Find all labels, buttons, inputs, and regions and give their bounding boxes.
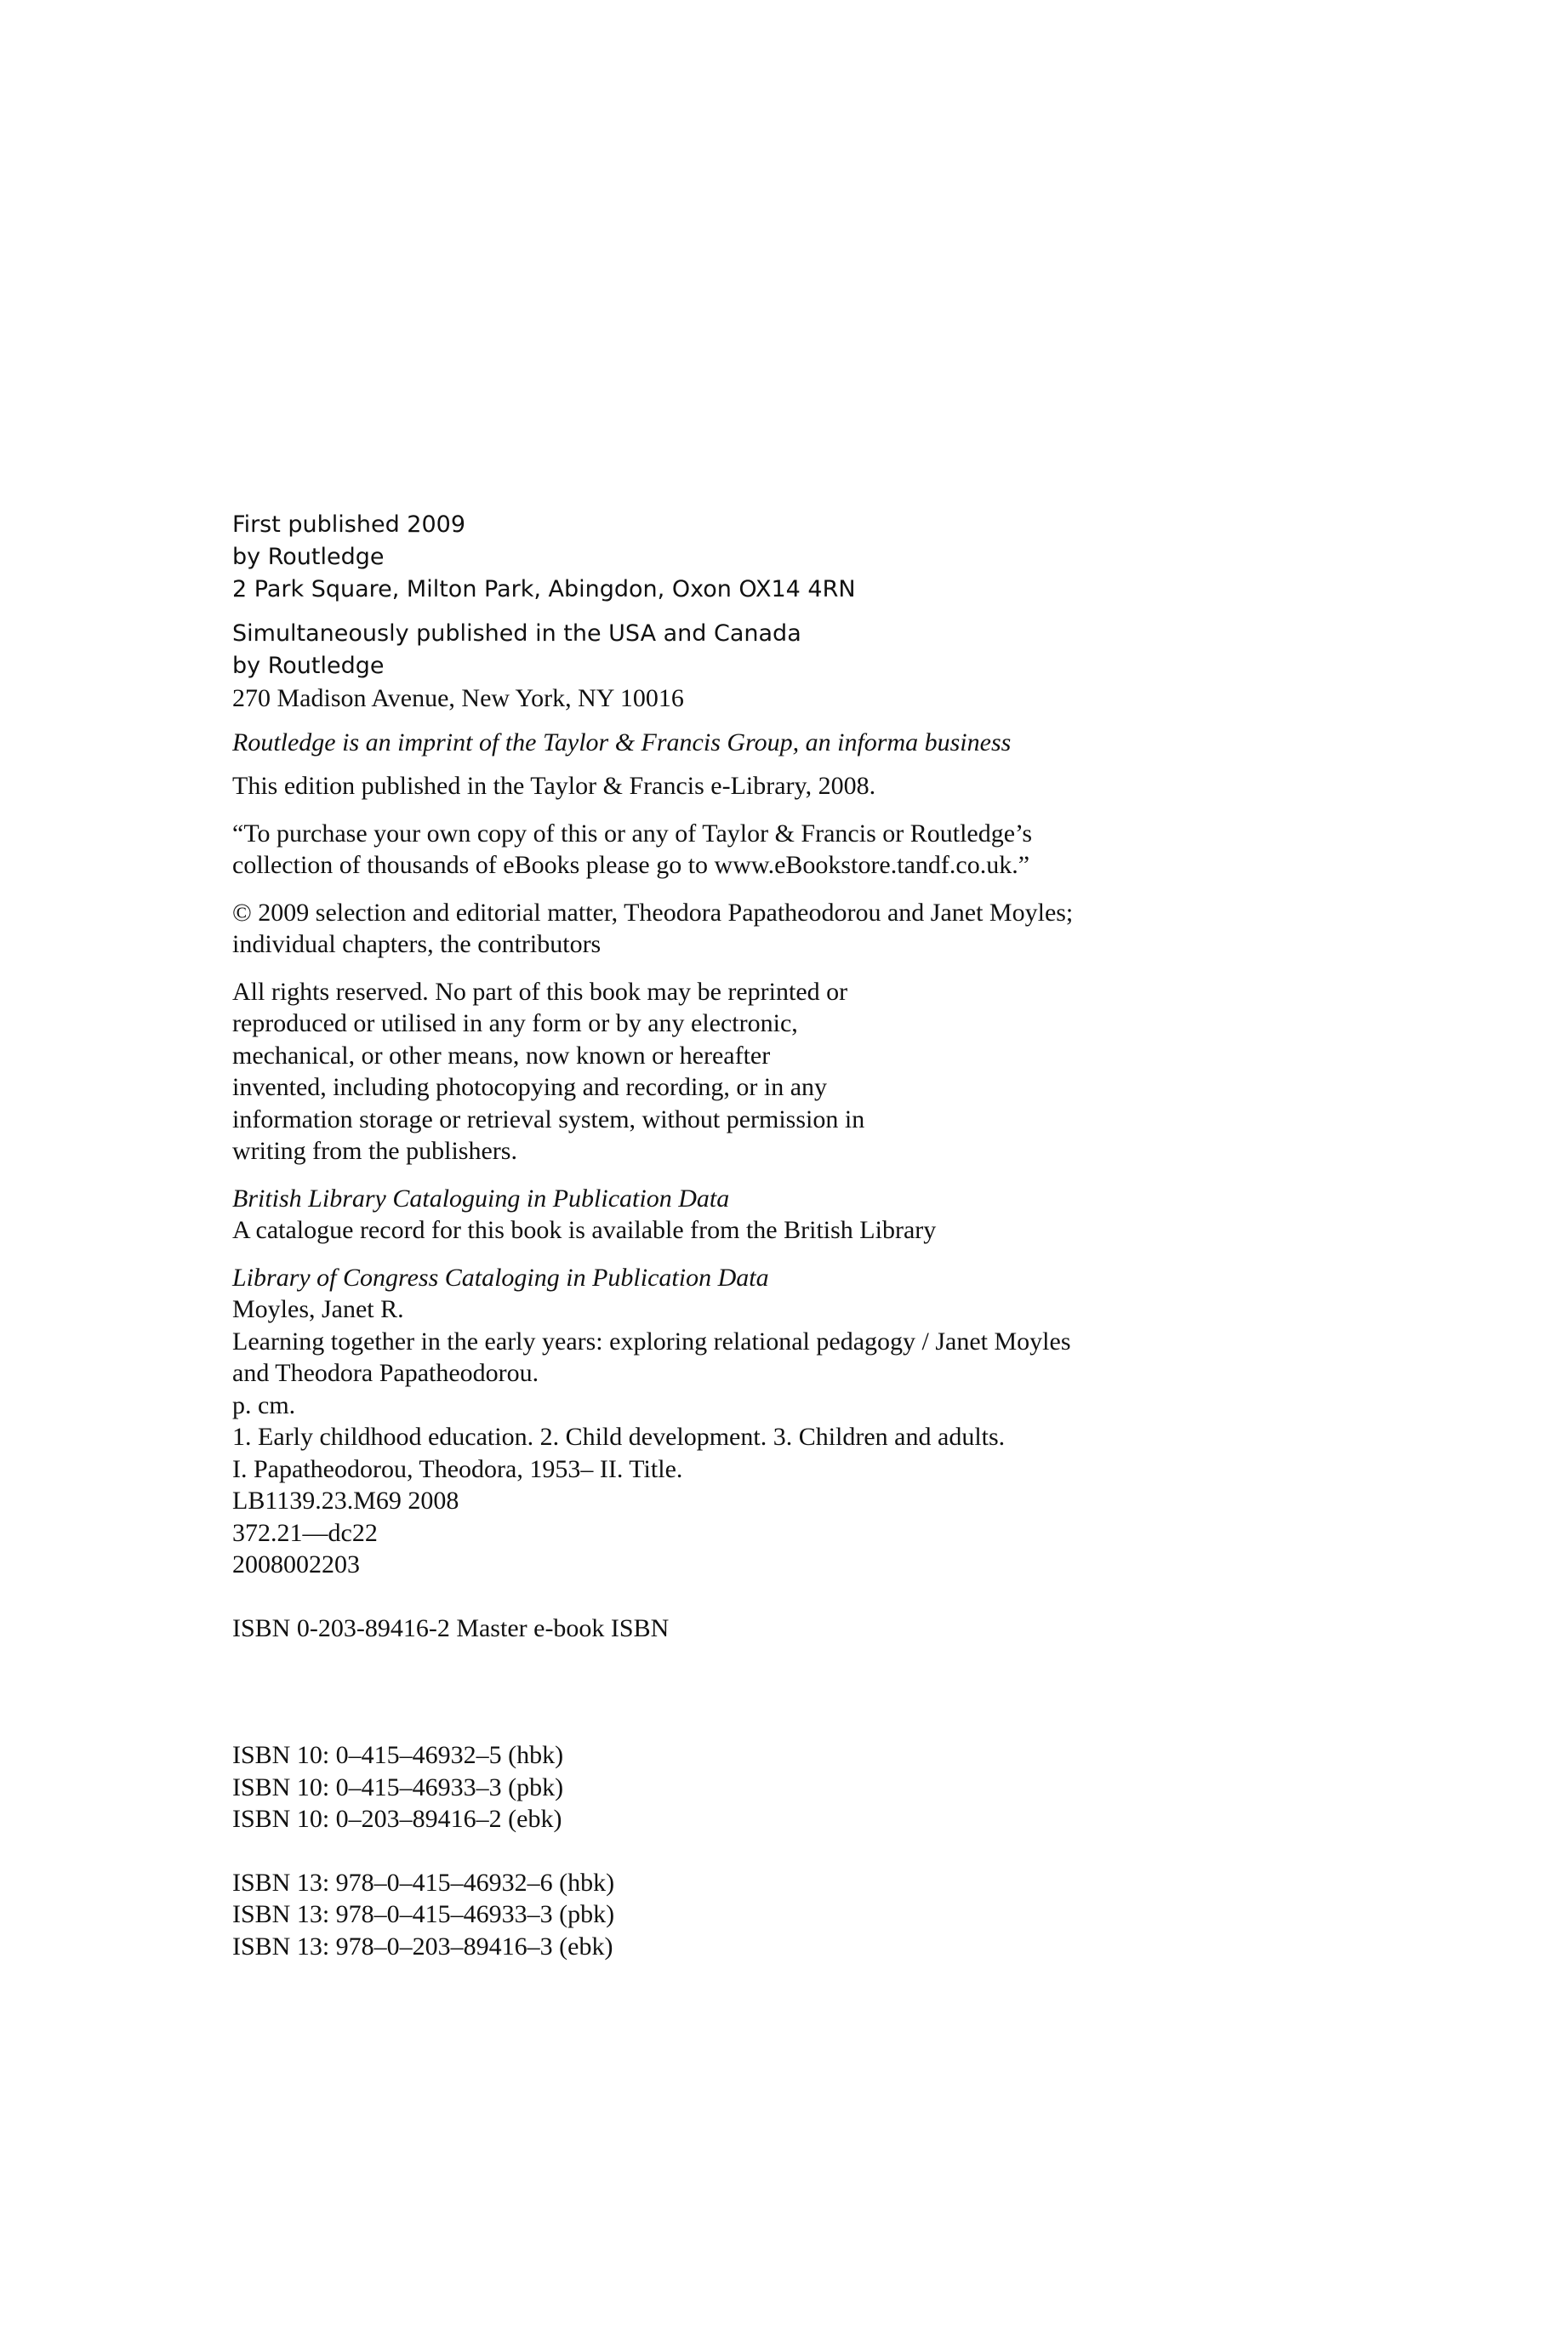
copyright-page — [232, 509, 1406, 1962]
elibrary-edition: This edition published in the Taylor & Francis e-Library, 2008. — [232, 772, 876, 800]
isbn13-line: ISBN 13: 978–0–415–46933–3 (pbk) — [232, 1900, 615, 1928]
copyright-line-2: individual chapters, the contributors — [232, 930, 602, 958]
isbn10-block — [232, 1739, 1406, 1835]
loc-line: 2008002203 — [232, 1550, 360, 1578]
purchase-line-1: “To purchase your own copy of this or any of Taylor & Francis or Routledge’s — [232, 819, 1033, 848]
isbn13-line: ISBN 13: 978–0–203–89416–3 (ebk) — [232, 1932, 613, 1961]
isbn10-line: ISBN 10: 0–203–89416–2 (ebk) — [232, 1805, 562, 1833]
purchase-block — [232, 818, 1406, 882]
loc-line: 372.21—dc22 — [232, 1518, 378, 1547]
isbn10-line: ISBN 10: 0–415–46932–5 (hbk) — [232, 1741, 564, 1769]
rights-block — [232, 976, 1406, 1167]
isbn-master-block — [232, 1613, 1406, 1645]
publisher-uk-name: by Routledge — [232, 544, 385, 570]
publisher-us-block — [232, 618, 1406, 715]
copyright-line-1: © 2009 selection and editorial matter, Theodora Papatheodorou and Janet Moyles; — [232, 898, 1074, 927]
loc-line: Learning together in the early years: exploring relational pedagogy / Janet Moyles — [232, 1327, 1071, 1356]
publisher-us-address: 270 Madison Avenue, New York, NY 10016 — [232, 684, 684, 712]
loc-line: 1. Early childhood education. 2. Child development. 3. Children and adults. — [232, 1423, 1006, 1451]
rights-line: writing from the publishers. — [232, 1137, 517, 1165]
edition-block — [232, 770, 1406, 802]
british-library-heading: British Library Cataloguing in Publication Data — [232, 1184, 730, 1213]
rights-line: mechanical, or other means, now known or hereafter — [232, 1041, 771, 1070]
loc-line: Moyles, Janet R. — [232, 1295, 404, 1323]
purchase-line-2: collection of thousands of eBooks please go to www.eBookstore.tandf.co.uk.” — [232, 851, 1030, 879]
isbn13-line: ISBN 13: 978–0–415–46932–6 (hbk) — [232, 1868, 615, 1897]
loc-line: I. Papatheodorou, Theodora, 1953– II. Title. — [232, 1454, 683, 1483]
loc-block — [232, 1262, 1406, 1581]
publisher-uk-address: 2 Park Square, Milton Park, Abingdon, Oxon OX14 4RN — [232, 576, 856, 602]
copyright-block — [232, 897, 1406, 961]
imprint-statement: Routledge is an imprint of the Taylor & Francis Group, an informa business — [232, 728, 1012, 756]
simultaneous-publication: Simultaneously published in the USA and Canada — [232, 620, 801, 647]
isbn10-line: ISBN 10: 0–415–46933–3 (pbk) — [232, 1773, 564, 1801]
rights-line: All rights reserved. No part of this book may be reprinted or — [232, 977, 848, 1006]
imprint-block — [232, 727, 1406, 759]
publisher-uk-block — [232, 509, 1406, 606]
loc-heading: Library of Congress Cataloging in Publication Data — [232, 1263, 769, 1292]
loc-line: LB1139.23.M69 2008 — [232, 1487, 459, 1515]
rights-line: reproduced or utilised in any form or by any electronic, — [232, 1009, 798, 1037]
isbn13-block — [232, 1867, 1406, 1963]
loc-line: p. cm. — [232, 1390, 296, 1419]
rights-line: information storage or retrieval system, without permission in — [232, 1105, 865, 1133]
publisher-us-name: by Routledge — [232, 653, 385, 679]
loc-line: and Theodora Papatheodorou. — [232, 1359, 539, 1387]
isbn-master: ISBN 0-203-89416-2 Master e-book ISBN — [232, 1613, 670, 1642]
british-library-block — [232, 1183, 1406, 1247]
first-published: First published 2009 — [232, 511, 466, 538]
rights-line: invented, including photocopying and recording, or in any — [232, 1073, 828, 1101]
british-library-text: A catalogue record for this book is available from the British Library — [232, 1216, 937, 1244]
